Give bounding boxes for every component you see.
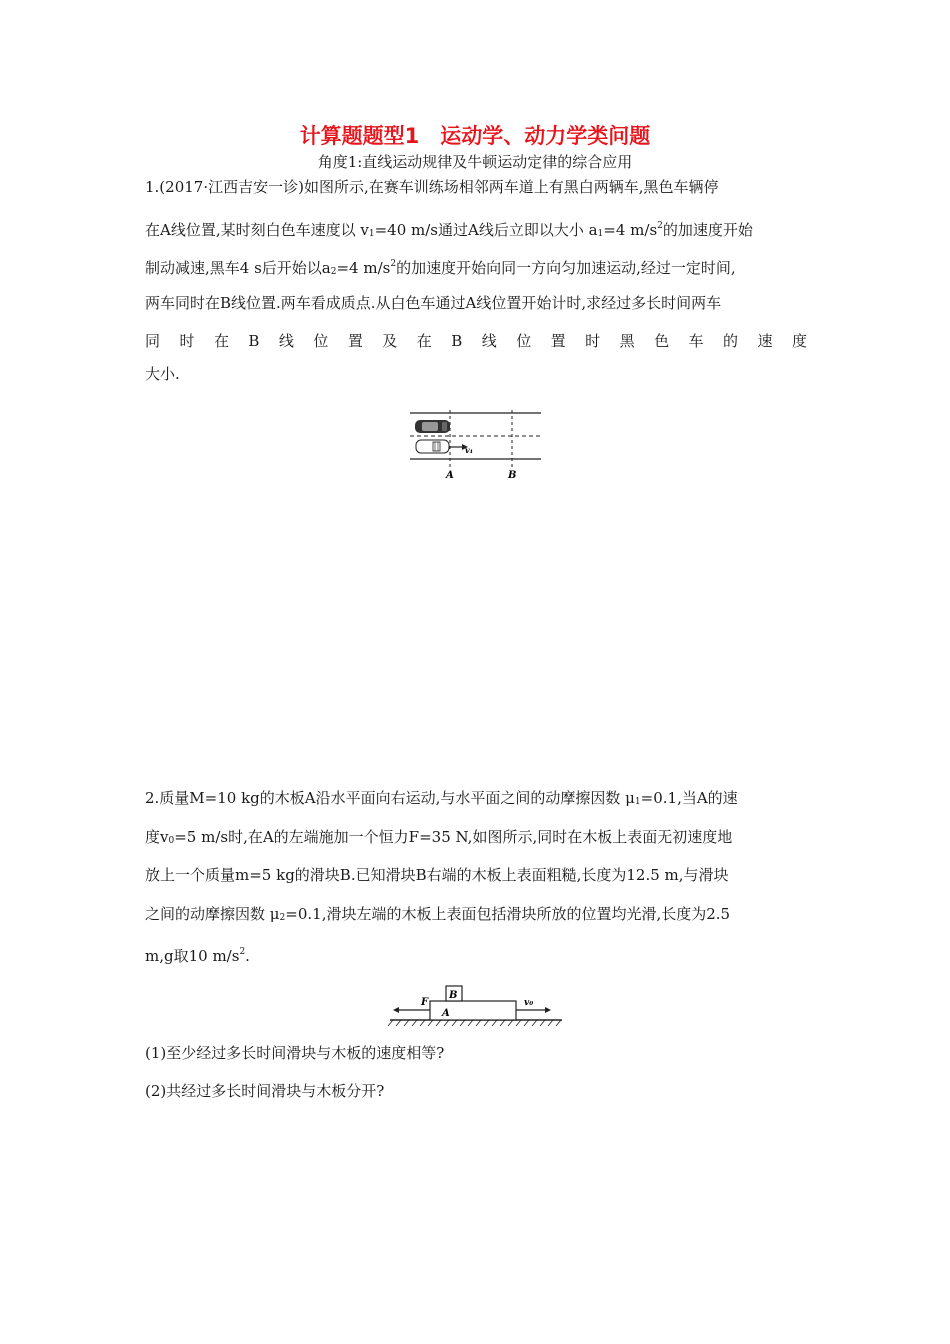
line-a-label: A [446, 470, 454, 481]
p2-line-3: 放上一个质量m=5 kg的滑块B.已知滑块B右端的木板上表面粗糙,长度为12.5 m,与滑块 [145, 866, 729, 884]
question-2: (2)共经过多长时间滑块与木板分开? [145, 1082, 385, 1100]
velocity-label: v₁ [465, 445, 474, 455]
white-car [416, 440, 449, 453]
p1-line-4: 两车同时在B线位置.两车看成质点.从白色车通过A线位置开始计时,求经过多长时间两车 [145, 293, 722, 312]
p2-line-2: 度$v_0=5$ m/s时,在A的左端施加一个恒力F=35 N,如图所示,同时在木板上表面无初速度地 [145, 827, 733, 846]
force-label: F [421, 997, 429, 1008]
board-block-figure [385, 983, 565, 1028]
race-track-figure [405, 408, 545, 483]
p1-line-2: 在A线位置,某时刻白色车速度以 $v_1=40$ m/s通过A线后立即以大小 $a_1=4$ $m/s^2$的加速度开始 [145, 220, 753, 239]
page-title: 计算题题型1 运动学、动力学类问题 [299, 124, 651, 148]
p1-line-5: 同 时 在 B 线 位 置 及 在 B 线 位 置 时 黑 色 车 的 速 度 [145, 332, 807, 350]
board-a-label: A [442, 1008, 450, 1019]
velocity-label: v₀ [524, 998, 534, 1008]
p1-line-3: 制动减速,黑车4 s后开始以$a_2=4$ $m/s^2$的加速度开始向同一方向匀加速运动,经过一定时间, [145, 259, 736, 277]
problem-1-text [145, 177, 807, 402]
problem-2-text [145, 788, 807, 981]
p2-line-4: 之间的动摩擦因数 $\mu_2=0.1$,滑块左端的木板上表面包括滑块所放的位置均光滑,长度为2.5 [145, 904, 731, 923]
p1-line-1: 1.(2017·江西吉安一诊)如图所示,在赛车训练场相邻两车道上有黑白两辆车,黑色车辆停 [145, 178, 719, 196]
line-b-label: B [508, 470, 517, 481]
p2-line-5: m,g取10 $m/s^2$. [145, 947, 250, 965]
black-car [415, 420, 450, 433]
p2-line-1: 2.质量M=10 kg的木板A沿水平面向右运动,与水平面之间的动摩擦因数 $\mu_1=0.1$,当A的速 [145, 789, 738, 807]
block-b-label: B [449, 990, 458, 1001]
p1-line-6: 大小. [145, 364, 180, 383]
section-subtitle: 角度1:直线运动规律及牛顿运动定律的综合应用 [317, 153, 633, 171]
question-1: (1)至少经过多长时间滑块与木板的速度相等? [145, 1044, 445, 1062]
